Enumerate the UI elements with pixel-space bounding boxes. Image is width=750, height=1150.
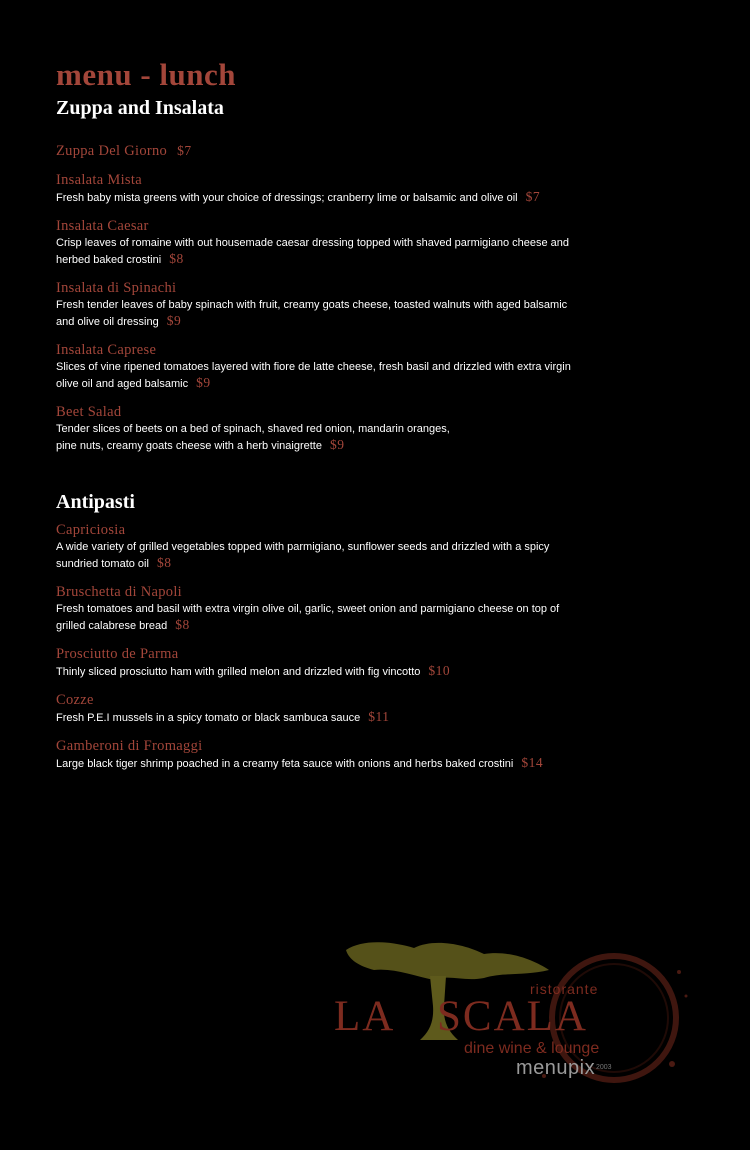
item-price: $11 (368, 709, 390, 724)
item-name: Bruschetta di Napoli (56, 584, 182, 600)
menupix-watermark: menupix (516, 1057, 596, 1079)
menu-item (56, 738, 576, 772)
item-desc: Crisp leaves of romaine with out housemade caesar dressing topped with shaved parmigiano cheese and herbed baked crostini (56, 237, 570, 266)
menu-item (56, 692, 576, 726)
item-desc-line: pine nuts, creamy goats cheese with a herb vinaigrette (56, 440, 322, 452)
page-title: menu - lunch (56, 57, 236, 92)
logo-est-year: 2003 (596, 1064, 612, 1071)
menu-item (56, 522, 576, 572)
item-desc: A wide variety of grilled vegetables topped with parmigiano, sunflower seeds and drizzled with a spicy sundried tomato oil (56, 541, 550, 570)
item-name: Insalata di Spinachi (56, 280, 177, 296)
tree-canopy-icon (346, 942, 549, 980)
logo-la: LA (334, 993, 396, 1040)
item-price: $9 (329, 437, 345, 452)
logo-ristorante: ristorante (530, 981, 599, 997)
item-desc: Thinly sliced prosciutto ham with grilled melon and drizzled with fig vincotto (56, 666, 421, 678)
menu-item (56, 218, 576, 268)
item-desc: Large black tiger shrimp poached in a creamy feta sauce with onions and herbs baked crostini (56, 758, 514, 770)
menu-content (56, 58, 576, 784)
item-name: Cozze (56, 692, 94, 708)
menu-item (56, 142, 576, 160)
menu-item (56, 584, 576, 634)
item-name: Insalata Caesar (56, 218, 149, 234)
item-price: $8 (175, 617, 190, 632)
section-title-antipasti: Antipasti (56, 491, 135, 513)
item-price: $14 (521, 755, 544, 770)
item-desc: Slices of vine ripened tomatoes layered with fiore de latte cheese, fresh basil and drizzled with extra virgin olive oil and aged balsamic (56, 361, 571, 390)
menu-item (56, 646, 576, 680)
item-name: Beet Salad (56, 404, 122, 420)
item-name: Insalata Caprese (56, 342, 157, 358)
item-name: Insalata Mista (56, 172, 142, 188)
logo-scala: SCALA (437, 993, 588, 1040)
item-price: $8 (156, 555, 172, 570)
item-name: Zuppa Del Giorno (56, 143, 168, 159)
item-price: $8 (169, 251, 184, 266)
item-price: $9 (196, 375, 211, 390)
menu-item (56, 280, 576, 330)
menu-item (56, 342, 576, 392)
logo-tagline: dine wine & lounge (464, 1040, 600, 1057)
menu-item (56, 404, 576, 454)
item-price: $9 (166, 313, 182, 328)
menu-item (56, 172, 576, 206)
antipasti-items (56, 522, 576, 772)
item-desc-line: Tender slices of beets on a bed of spinach, shaved red onion, mandarin oranges, (56, 423, 450, 435)
la-scala-logo (334, 936, 694, 1106)
item-name: Gamberoni di Fromaggi (56, 738, 203, 754)
item-desc: Fresh baby mista greens with your choice of dressings; cranberry lime or balsamic and olive oil (56, 192, 518, 204)
item-price: $7 (525, 189, 541, 204)
section-title-zuppa: Zuppa and Insalata (56, 97, 224, 119)
item-name: Prosciutto de Parma (56, 646, 179, 662)
item-desc: Fresh tomatoes and basil with extra virgin olive oil, garlic, sweet onion and parmigiano cheese on top of grilled calabrese bread (56, 603, 560, 632)
zuppa-items (56, 142, 576, 454)
item-desc: Fresh P.E.I mussels in a spicy tomato or black sambuca sauce (56, 712, 361, 724)
item-price: $10 (428, 663, 451, 678)
item-price: $7 (177, 143, 192, 158)
item-name: Capriciosia (56, 522, 126, 538)
item-desc: Fresh tender leaves of baby spinach with fruit, creamy goats cheese, toasted walnuts with aged balsamic and olive oil dressing (56, 299, 568, 328)
